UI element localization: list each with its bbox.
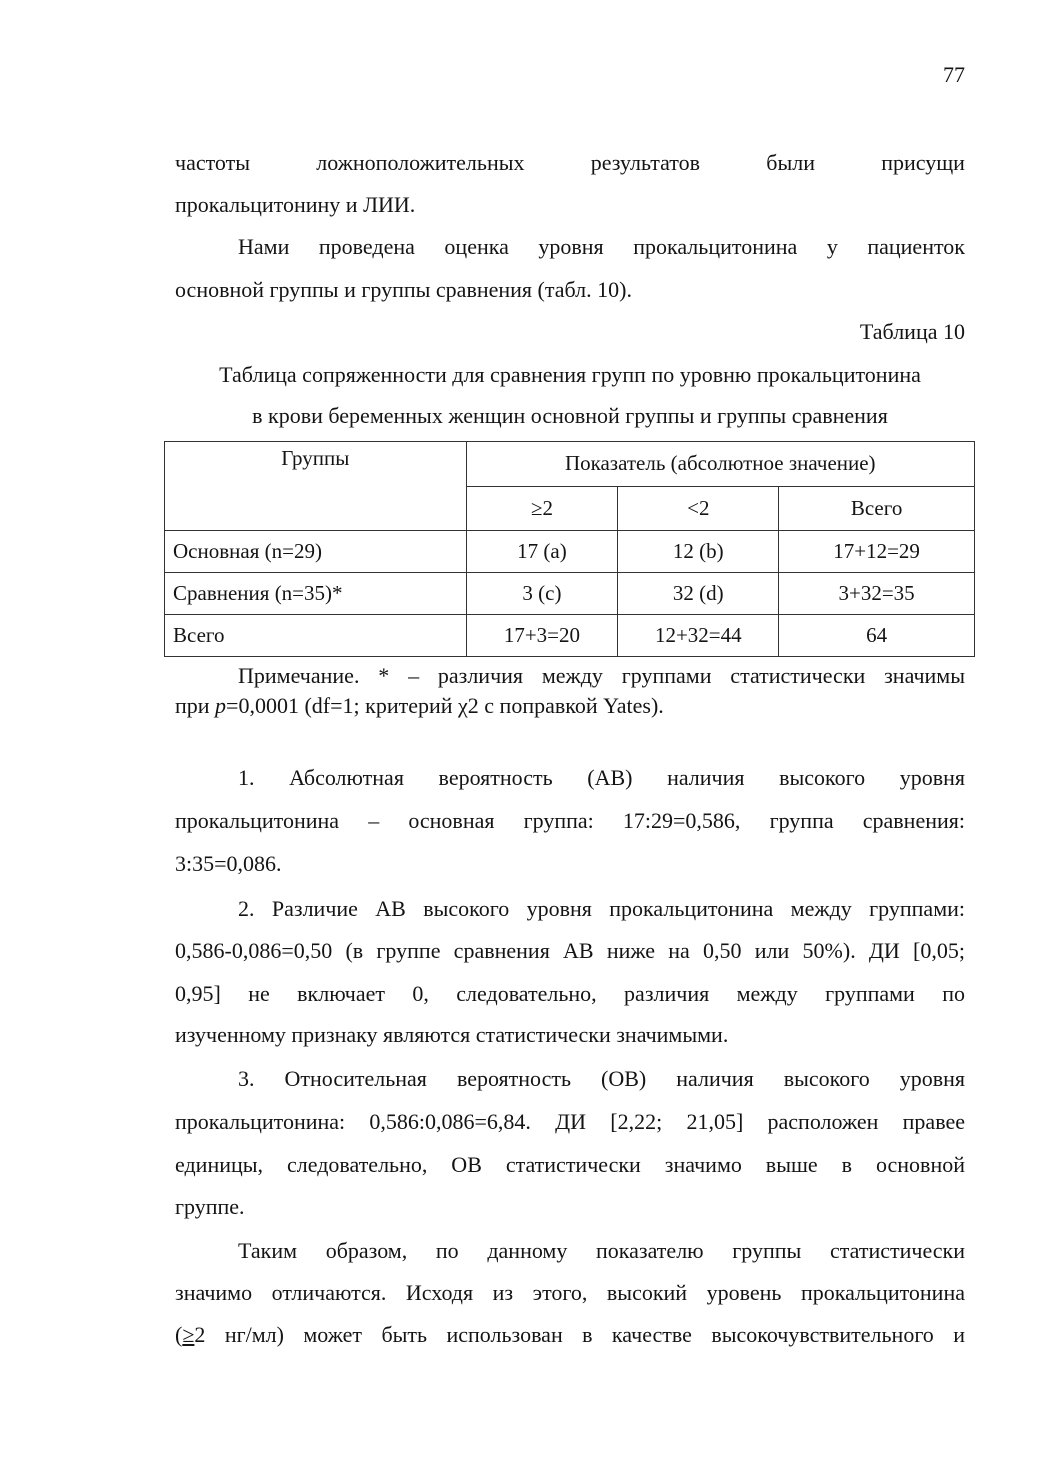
table-label: Таблица 10 <box>859 319 965 344</box>
conclusion-rest: 2 нг/мл) может быть использован в качестве высокочувствительного и <box>194 1322 965 1347</box>
list-item-line: 1. Абсолютная вероятность (АВ) наличия высокого уровня <box>238 765 965 790</box>
list-item-line: прокальцитонина: 0,586:0,086=6,84. ДИ [2,22; 21,05] расположен правее <box>175 1109 965 1134</box>
list-item-line: изученному признаку являются статистически значимыми. <box>175 1022 729 1047</box>
cell-total: 3+32=35 <box>779 573 975 615</box>
list-item-line: группе. <box>175 1194 245 1219</box>
ge-symbol: ≥ <box>182 1322 195 1347</box>
table-row <box>165 615 975 657</box>
table-note: Примечание. * – различия между группами статистически значимы <box>238 663 965 688</box>
list-item-line: единицы, следовательно, ОВ статистически значимо выше в основной <box>175 1152 965 1177</box>
table-note <box>175 693 965 719</box>
cell-ge2: 3 (c) <box>466 573 618 615</box>
table-row <box>165 531 975 573</box>
word: результатов <box>590 150 701 175</box>
note-rest: =0,0001 (df=1; критерий χ2 с поправкой Yates). <box>226 693 664 718</box>
table-title: в крови беременных женщин основной группы и группы сравнения <box>252 403 888 428</box>
list-item-line: 0,586-0,086=0,50 (в группе сравнения АВ ниже на 0,50 или 50%). ДИ [0,05; <box>175 938 965 963</box>
cell-group: Сравнения (n=35)* <box>165 573 467 615</box>
cell-lt2: 12 (b) <box>618 531 779 573</box>
header-indicator: Показатель (абсолютное значение) <box>466 442 974 487</box>
word: были <box>766 150 815 175</box>
subheader-total: Всего <box>779 486 975 531</box>
word: присущи <box>881 150 965 175</box>
cell-lt2: 12+32=44 <box>618 615 779 657</box>
cell-total: 64 <box>779 615 975 657</box>
paragraph-line: Таким образом, по данному показателю группы статистически <box>238 1238 965 1263</box>
cell-lt2: 32 (d) <box>618 573 779 615</box>
list-item-line: 2. Различие АВ высокого уровня прокальцитонина между группами: <box>238 896 965 921</box>
list-item-line: 3. Относительная вероятность (ОВ) наличия высокого уровня <box>238 1066 965 1091</box>
table-row <box>165 573 975 615</box>
cell-ge2: 17 (a) <box>466 531 618 573</box>
paragraph-line <box>175 150 965 176</box>
subheader-lt2: <2 <box>618 486 779 531</box>
list-item-line: 0,95] не включает 0, следовательно, различия между группами по <box>175 981 965 1006</box>
page-number: 77 <box>943 62 965 87</box>
list-item-line: 3:35=0,086. <box>175 851 282 876</box>
paragraph-line: основной группы и группы сравнения (табл. 10). <box>175 277 632 302</box>
cell-total: 17+12=29 <box>779 531 975 573</box>
list-item-line: прокальцитонина – основная группа: 17:29=0,586, группа сравнения: <box>175 808 965 833</box>
table-title: Таблица сопряженности для сравнения групп по уровню прокальцитонина <box>219 362 921 387</box>
subheader-ge2: ≥2 <box>466 486 618 531</box>
paragraph-line: прокальцитонину и ЛИИ. <box>175 192 416 217</box>
paragraph-line: Нами проведена оценка уровня прокальцитонина у пациенток <box>238 234 965 259</box>
open-paren: ( <box>175 1322 183 1347</box>
table-header-row <box>165 442 975 487</box>
header-groups: Группы <box>165 442 467 531</box>
cell-ge2: 17+3=20 <box>466 615 618 657</box>
word: частоты <box>175 150 251 175</box>
paragraph-line <box>175 1322 965 1348</box>
contingency-table <box>164 441 975 657</box>
note-prefix: при <box>175 693 216 718</box>
p-symbol: p <box>215 693 227 718</box>
word: ложноположительных <box>316 150 525 175</box>
cell-group: Всего <box>165 615 467 657</box>
paragraph-line: значимо отличаются. Исходя из этого, высокий уровень прокальцитонина <box>175 1280 965 1305</box>
cell-group: Основная (n=29) <box>165 531 467 573</box>
